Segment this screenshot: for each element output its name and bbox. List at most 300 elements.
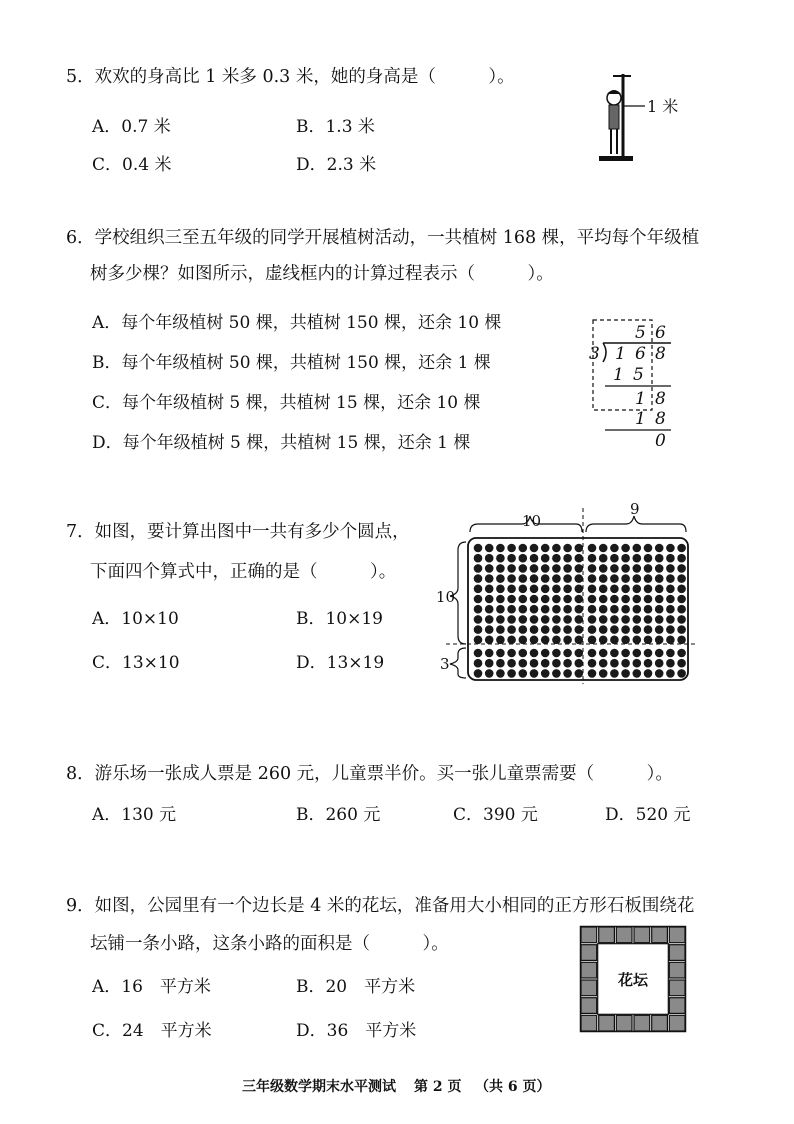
path-stone-tile [669, 1015, 685, 1031]
grid-dot [552, 669, 561, 678]
grid-dot [552, 605, 561, 614]
path-stone-tile [599, 1015, 615, 1031]
grid-dot [599, 544, 608, 553]
grid-dot [621, 574, 630, 583]
grid-dot [563, 544, 572, 553]
q9-option-d[interactable]: D．36 平方米 [296, 1021, 417, 1041]
footer-page: 第 2 页 [414, 1079, 462, 1095]
grid-dot [575, 636, 584, 645]
grid-dot [588, 669, 597, 678]
grid-dot [474, 595, 483, 604]
path-stone-tile [634, 1015, 650, 1031]
grid-dot [563, 636, 572, 645]
grid-dot [519, 615, 528, 624]
grid-dot [563, 625, 572, 634]
grid-dot [530, 574, 539, 583]
grid-dot [610, 669, 619, 678]
grid-dot [599, 595, 608, 604]
grid-dot [552, 574, 561, 583]
q6-quotient-digit: 6 [655, 323, 666, 343]
grid-dot [621, 605, 630, 614]
q6-divisor: 3 [589, 344, 600, 364]
q8-option-a[interactable]: A．130 元 [92, 805, 177, 825]
grid-dot [496, 585, 505, 594]
grid-dot [599, 625, 608, 634]
grid-dot [633, 636, 642, 645]
q9-option-a[interactable]: A．16 平方米 [92, 977, 211, 997]
path-stone-tile [652, 927, 668, 943]
grid-dot [507, 636, 516, 645]
grid-dot [621, 585, 630, 594]
grid-dot [474, 625, 483, 634]
grid-dot [563, 564, 572, 573]
grid-dot [507, 605, 516, 614]
path-stone-tile [581, 998, 597, 1014]
grid-dot [541, 554, 550, 563]
grid-dot [588, 605, 597, 614]
grid-dot [655, 595, 664, 604]
grid-dot [541, 625, 550, 634]
grid-dot [655, 659, 664, 668]
footer-total: （共 6 页） [475, 1079, 551, 1095]
grid-dot [575, 595, 584, 604]
grid-dot [563, 574, 572, 583]
path-stone-tile [669, 927, 685, 943]
grid-dot [519, 669, 528, 678]
grid-dot [541, 659, 550, 668]
q6-dividend-digit: 6 [635, 344, 646, 364]
grid-dot [633, 574, 642, 583]
q9-stem-line2: 坛铺一条小路，这条小路的面积是（ ）。 [90, 934, 449, 954]
grid-dot [575, 585, 584, 594]
grid-dot [644, 585, 653, 594]
path-stone-tile [581, 927, 597, 943]
grid-dot [621, 636, 630, 645]
grid-dot [530, 544, 539, 553]
grid-dot [588, 615, 597, 624]
grid-dot [485, 595, 494, 604]
grid-dot [644, 669, 653, 678]
grid-dot [530, 564, 539, 573]
grid-dot [666, 585, 675, 594]
path-stone-tile [581, 980, 597, 996]
grid-dot [599, 649, 608, 658]
grid-dot [496, 659, 505, 668]
grid-dot [496, 649, 505, 658]
grid-dot [485, 649, 494, 658]
grid-dot [655, 554, 664, 563]
grid-dot [588, 636, 597, 645]
grid-dot [496, 544, 505, 553]
grid-dot [507, 649, 516, 658]
grid-dot [633, 544, 642, 553]
grid-dot [621, 649, 630, 658]
grid-dot [655, 564, 664, 573]
q9-option-b[interactable]: B．20 平方米 [296, 977, 416, 997]
grid-dot [610, 585, 619, 594]
grid-dot [563, 554, 572, 563]
grid-dot [610, 564, 619, 573]
grid-dot [633, 564, 642, 573]
grid-dot [519, 585, 528, 594]
grid-dot [507, 574, 516, 583]
q7-option-a[interactable]: A．10×10 [92, 609, 179, 629]
path-stone-tile [669, 945, 685, 961]
grid-dot [644, 605, 653, 614]
grid-dot [474, 554, 483, 563]
grid-dot [621, 615, 630, 624]
q7-option-b[interactable]: B．10×19 [296, 609, 384, 629]
grid-dot [563, 585, 572, 594]
q5-option-b[interactable]: B．1.3 米 [296, 117, 375, 137]
grid-dot [610, 615, 619, 624]
grid-dot [677, 574, 686, 583]
grid-dot [563, 615, 572, 624]
q7-option-c[interactable]: C．13×10 [92, 653, 180, 673]
q7-option-d[interactable]: D．13×19 [296, 653, 385, 673]
grid-dot [655, 544, 664, 553]
q7-dot-grid-figure [436, 500, 698, 684]
grid-dot [563, 605, 572, 614]
grid-dot [599, 574, 608, 583]
grid-dot [541, 669, 550, 678]
grid-dot [485, 636, 494, 645]
grid-dot [485, 669, 494, 678]
grid-dot [599, 669, 608, 678]
grid-dot [530, 669, 539, 678]
grid-dot [621, 595, 630, 604]
grid-dot [644, 615, 653, 624]
grid-dot [588, 625, 597, 634]
grid-dot [530, 636, 539, 645]
grid-dot [552, 615, 561, 624]
grid-dot [575, 574, 584, 583]
grid-dot [666, 544, 675, 553]
grid-dot [552, 625, 561, 634]
grid-dot [530, 595, 539, 604]
grid-dot [666, 554, 675, 563]
grid-dot [633, 554, 642, 563]
q5-option-d[interactable]: D．2.3 米 [296, 155, 377, 175]
q6-option-d[interactable]: D．每个年级植树 5 棵，共植树 15 棵，还余 1 棵 [92, 433, 471, 453]
grid-dot [485, 564, 494, 573]
grid-dot [541, 574, 550, 583]
grid-dot [485, 554, 494, 563]
grid-dot [575, 605, 584, 614]
q7-top-right-label: 9 [630, 500, 640, 518]
grid-dot [599, 564, 608, 573]
grid-dot [496, 595, 505, 604]
grid-dot [552, 636, 561, 645]
grid-dot [474, 659, 483, 668]
q9-option-c[interactable]: C．24 平方米 [92, 1021, 212, 1041]
grid-dot [666, 605, 675, 614]
grid-dot [519, 649, 528, 658]
q5-option-c[interactable]: C．0.4 米 [92, 155, 172, 175]
grid-dot [610, 554, 619, 563]
grid-dot [610, 605, 619, 614]
grid-dot [575, 625, 584, 634]
grid-dot [541, 544, 550, 553]
grid-dot [485, 605, 494, 614]
q6-option-c[interactable]: C．每个年级植树 5 棵，共植树 15 棵，还余 10 棵 [92, 393, 481, 413]
q7-stem-line1: 7．如图，要计算出图中一共有多少个圆点， [66, 522, 410, 542]
grid-dot [610, 574, 619, 583]
grid-dot [621, 554, 630, 563]
grid-dot [588, 554, 597, 563]
q5-option-a[interactable]: A．0.7 米 [92, 117, 171, 137]
path-stone-tile [669, 980, 685, 996]
grid-dot [496, 574, 505, 583]
grid-dot [588, 585, 597, 594]
q8-option-c[interactable]: C．390 元 [453, 805, 538, 825]
grid-dot [563, 659, 572, 668]
path-stone-tile [581, 1015, 597, 1031]
grid-dot [507, 615, 516, 624]
grid-dot [575, 544, 584, 553]
grid-dot [563, 649, 572, 658]
grid-dot [588, 564, 597, 573]
q6-remainder1-digit: 1 [635, 389, 646, 409]
grid-dot [666, 659, 675, 668]
grid-dot [541, 649, 550, 658]
q6-stem-line1: 6．学校组织三至五年级的同学开展植树活动，一共植树 168 棵，平均每个年级植 [66, 228, 700, 248]
grid-dot [485, 574, 494, 583]
q6-option-b[interactable]: B．每个年级植树 50 棵，共植树 150 棵，还余 1 棵 [92, 353, 491, 373]
grid-dot [552, 595, 561, 604]
grid-dot [677, 544, 686, 553]
grid-dot [644, 649, 653, 658]
grid-dot [519, 574, 528, 583]
grid-dot [575, 554, 584, 563]
grid-dot [633, 625, 642, 634]
q6-final-remainder: 0 [655, 431, 666, 451]
grid-dot [519, 605, 528, 614]
q5-figure-label: 1 米 [647, 97, 679, 116]
q6-step1-digit: 1 [613, 365, 624, 385]
grid-dot [507, 595, 516, 604]
grid-dot [644, 659, 653, 668]
grid-dot [541, 595, 550, 604]
grid-dot [496, 564, 505, 573]
grid-dot [541, 564, 550, 573]
grid-dot [666, 625, 675, 634]
path-stone-tile [616, 927, 632, 943]
grid-dot [507, 669, 516, 678]
grid-dot [519, 544, 528, 553]
q7-stem-line2: 下面四个算式中，正确的是（ ）。 [90, 562, 397, 582]
grid-dot [485, 615, 494, 624]
path-stone-tile [652, 1015, 668, 1031]
grid-dot [666, 669, 675, 678]
grid-dot [530, 554, 539, 563]
grid-dot [599, 585, 608, 594]
q6-dividend-digit: 8 [655, 344, 666, 364]
grid-dot [644, 574, 653, 583]
grid-dot [575, 669, 584, 678]
q6-stem-line2: 树多少棵？如图所示，虚线框内的计算过程表示（ ）。 [90, 264, 554, 284]
grid-dot [621, 544, 630, 553]
grid-dot [655, 636, 664, 645]
grid-dot [519, 659, 528, 668]
grid-dot [530, 625, 539, 634]
grid-dot [588, 659, 597, 668]
path-stone-tile [669, 962, 685, 978]
grid-dot [633, 649, 642, 658]
q8-option-d[interactable]: D．520 元 [605, 805, 691, 825]
grid-dot [610, 625, 619, 634]
grid-dot [530, 585, 539, 594]
grid-dot [519, 625, 528, 634]
q9-stem-line1: 9．如图，公园里有一个边长是 4 米的花坛，准备用大小相同的正方形石板围绕花 [66, 896, 695, 916]
q8-stem: 8．游乐场一张成人票是 260 元，儿童票半价。买一张儿童票需要（ ）。 [66, 764, 673, 784]
grid-dot [633, 615, 642, 624]
grid-dot [666, 636, 675, 645]
q6-long-division [585, 318, 685, 450]
grid-dot [507, 659, 516, 668]
grid-dot [655, 669, 664, 678]
grid-dot [610, 544, 619, 553]
q6-remainder1-digit: 8 [655, 389, 666, 409]
grid-dot [496, 554, 505, 563]
q6-dividend-digit: 1 [615, 344, 626, 364]
grid-dot [599, 615, 608, 624]
grid-dot [575, 659, 584, 668]
q6-step1-digit: 5 [633, 365, 644, 385]
grid-dot [575, 615, 584, 624]
grid-dot [563, 595, 572, 604]
grid-dot [655, 574, 664, 583]
grid-dot [474, 574, 483, 583]
grid-dot [496, 669, 505, 678]
grid-dot [644, 636, 653, 645]
grid-dot [644, 554, 653, 563]
grid-dot [677, 625, 686, 634]
grid-dot [530, 605, 539, 614]
grid-dot [677, 636, 686, 645]
grid-dot [677, 605, 686, 614]
grid-dot [588, 544, 597, 553]
q5-height-figure [595, 68, 705, 168]
grid-dot [666, 564, 675, 573]
path-stone-tile [616, 1015, 632, 1031]
q7-side-bottom-label: 3 [440, 655, 450, 673]
path-stone-tile [599, 927, 615, 943]
grid-dot [530, 659, 539, 668]
grid-dot [633, 605, 642, 614]
grid-dot [563, 669, 572, 678]
grid-dot [588, 595, 597, 604]
footer-title: 三年级数学期末水平测试 [242, 1079, 396, 1095]
grid-dot [677, 564, 686, 573]
grid-dot [677, 659, 686, 668]
grid-dot [633, 659, 642, 668]
grid-dot [633, 669, 642, 678]
q7-side-top-label: 10 [436, 588, 456, 606]
grid-dot [474, 636, 483, 645]
grid-dot [507, 625, 516, 634]
grid-dot [655, 625, 664, 634]
grid-dot [599, 636, 608, 645]
grid-dot [621, 625, 630, 634]
q6-quotient-digit: 5 [635, 323, 646, 343]
grid-dot [644, 625, 653, 634]
grid-dot [507, 564, 516, 573]
grid-dot [519, 595, 528, 604]
grid-dot [666, 574, 675, 583]
grid-dot [530, 649, 539, 658]
grid-dot [588, 649, 597, 658]
grid-dot [496, 615, 505, 624]
q7-top-left-label: 10 [522, 512, 542, 530]
grid-dot [496, 625, 505, 634]
grid-dot [610, 649, 619, 658]
grid-dot [530, 615, 539, 624]
grid-dot [519, 564, 528, 573]
grid-dot [552, 554, 561, 563]
grid-dot [588, 574, 597, 583]
grid-dot [644, 564, 653, 573]
grid-dot [599, 605, 608, 614]
grid-dot [541, 615, 550, 624]
q8-option-b[interactable]: B．260 元 [296, 805, 381, 825]
q6-option-a[interactable]: A．每个年级植树 50 棵，共植树 150 棵，还余 10 棵 [92, 313, 502, 333]
grid-dot [621, 669, 630, 678]
grid-dot [485, 625, 494, 634]
grid-dot [621, 659, 630, 668]
q6-step2-digit: 8 [655, 409, 666, 429]
grid-dot [599, 554, 608, 563]
grid-dot [552, 564, 561, 573]
path-stone-tile [581, 945, 597, 961]
grid-dot [541, 636, 550, 645]
path-stone-tile [669, 998, 685, 1014]
grid-dot [552, 585, 561, 594]
grid-dot [599, 659, 608, 668]
grid-dot [644, 544, 653, 553]
grid-dot [677, 649, 686, 658]
grid-dot [552, 544, 561, 553]
grid-dot [621, 564, 630, 573]
grid-dot [474, 564, 483, 573]
grid-dot [644, 595, 653, 604]
grid-dot [655, 649, 664, 658]
grid-dot [677, 554, 686, 563]
grid-dot [474, 544, 483, 553]
grid-dot [677, 669, 686, 678]
grid-dot [610, 636, 619, 645]
path-stone-tile [634, 927, 650, 943]
grid-dot [655, 585, 664, 594]
grid-dot [474, 605, 483, 614]
q9-flowerbed-label: 花坛 [617, 971, 649, 989]
grid-dot [666, 649, 675, 658]
grid-dot [655, 615, 664, 624]
grid-dot [485, 659, 494, 668]
grid-dot [519, 554, 528, 563]
grid-dot [552, 659, 561, 668]
q6-step2-digit: 1 [635, 409, 646, 429]
grid-dot [485, 585, 494, 594]
grid-dot [474, 669, 483, 678]
grid-dot [575, 649, 584, 658]
grid-dot [655, 605, 664, 614]
grid-dot [633, 595, 642, 604]
path-stone-tile [581, 962, 597, 978]
grid-dot [507, 544, 516, 553]
grid-dot [552, 649, 561, 658]
grid-dot [666, 615, 675, 624]
